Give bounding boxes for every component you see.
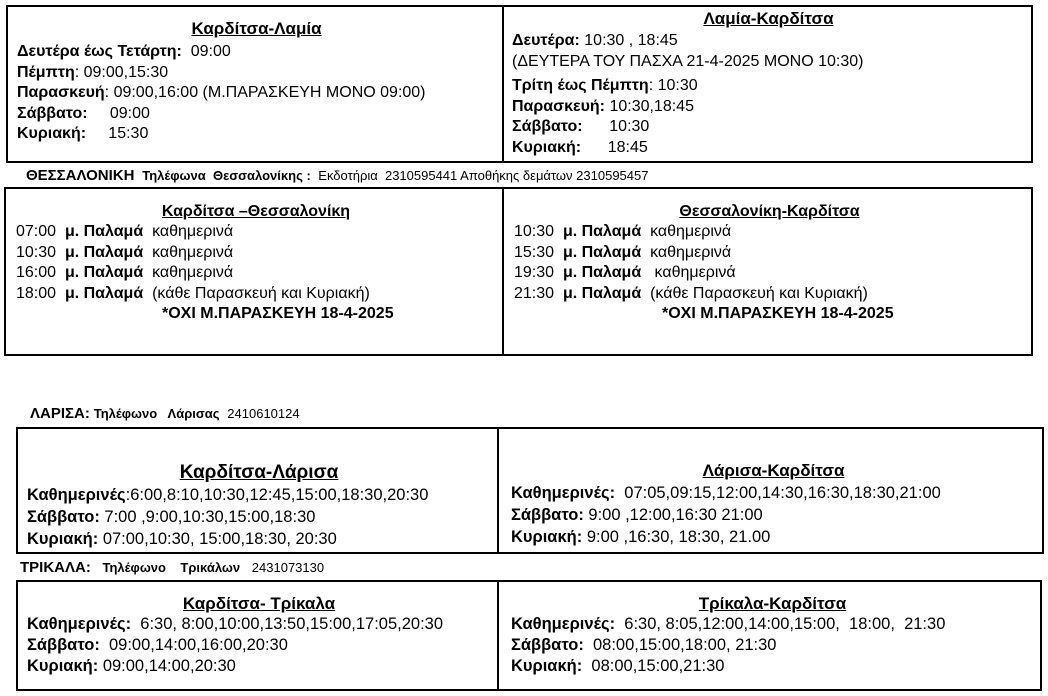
schedule-row: (ΔΕΥΤΕΡΑ ΤΟΥ ΠΑΣΧΑ 21-4-2025 ΜΟΝΟ 10:30) xyxy=(512,52,864,70)
schedule-row: 10:30 μ. Παλαμά καθημερινά xyxy=(514,223,732,240)
schedule-row: 07:00 μ. Παλαμά καθημερινά xyxy=(16,223,234,240)
schedule-row: 18:00 μ. Παλαμά (κάθε Παρασκευή και Κυριακή) xyxy=(16,284,370,302)
trikala-header: ΤΡΙΚΑΛΑ: Τηλέφωνο Τρικάλων 2431073130 xyxy=(20,559,325,576)
schedule-row: Παρασκευή: 09:00,16:00 (Μ.ΠΑΡΑΣΚΕΥΗ ΜΟΝΟ 09:00) xyxy=(17,84,426,101)
route-title: Λαμία-Καρδίτσα xyxy=(703,9,834,28)
schedule-row: Σάββατο: 09:00 xyxy=(17,104,150,122)
route-title: Καρδίτσα-Λαμία xyxy=(191,19,322,38)
lamia-karditsa-cell xyxy=(504,7,1031,161)
schedule-row: 10:30 μ. Παλαμά καθημερινά xyxy=(16,243,234,261)
schedule-row: Σάββατο: 10:30 xyxy=(512,118,650,135)
karditsa-lamia-cell xyxy=(8,7,504,161)
schedule-row: Σάββατο: 08:00,15:00,18:00, 21:30 xyxy=(511,636,777,654)
karditsa-trikala-cell xyxy=(18,582,499,689)
schedule-row: Κυριακή: 18:45 xyxy=(512,138,648,156)
route-title: Καρδίτσα- Τρίκαλα xyxy=(182,594,336,613)
lamia-schedule-box xyxy=(6,5,1033,163)
trikala-karditsa-cell xyxy=(499,582,1040,689)
karditsa-larisa-cell xyxy=(18,429,499,552)
schedule-row: Καθημερινές: 07:05,09:15,12:00,14:30,16:30,18:30,21:00 xyxy=(511,484,941,502)
schedule-note: *ΟΧΙ Μ.ΠΑΡΑΣΚΕΥΗ 18-4-2025 xyxy=(162,305,394,322)
route-title: Τρίκαλα-Καρδίτσα xyxy=(698,594,847,613)
schedule-row: Σάββατο: 9:00 ,12:00,16:30 21:00 xyxy=(511,506,763,524)
larisa-schedule-box xyxy=(16,427,1044,554)
schedule-row: 21:30 μ. Παλαμά (κάθε Παρασκευή και Κυριακή) xyxy=(514,284,868,302)
schedule-row: Κυριακή: 15:30 xyxy=(17,125,149,142)
schedule-row: Κυριακή: 9:00 ,16:30, 18:30, 21.00 xyxy=(511,528,771,546)
thessaloniki-schedule-box xyxy=(4,187,1033,356)
schedule-row: Δευτέρα: 10:30 , 18:45 xyxy=(512,32,678,49)
schedule-row: 16:00 μ. Παλαμά καθημερινά xyxy=(16,264,234,281)
route-title: Καρδίτσα-Λάρισα xyxy=(179,462,339,483)
schedule-row: Σάββατο: 7:00 ,9:00,10:30,15:00,18:30 xyxy=(27,508,316,526)
schedule-row: Παρασκευή: 10:30,18:45 xyxy=(512,97,694,115)
route-title: Λάρισα-Καρδίτσα xyxy=(702,461,845,480)
schedule-row: Καθημερινές:6:00,8:10,10:30,12:45,15:00,18:30,20:30 xyxy=(27,486,429,504)
schedule-row: Πέμπτη: 09:00,15:30 xyxy=(17,63,169,81)
schedule-row: Σάββατο: 09:00,14:00,16:00,20:30 xyxy=(27,636,288,654)
schedule-row: Κυριακή: 08:00,15:00,21:30 xyxy=(511,657,725,675)
trikala-schedule-box xyxy=(16,580,1042,691)
schedule-row: Καθημερινές: 6:30, 8:00,10:00,13:50,15:00,17:05,20:30 xyxy=(27,615,444,633)
karditsa-thessaloniki-cell xyxy=(6,189,504,354)
route-title: Θεσσαλονίκη-Καρδίτσα xyxy=(679,203,860,220)
schedule-row: 19:30 μ. Παλαμά καθημερινά xyxy=(514,264,736,281)
schedule-row: Δευτέρα έως Τετάρτη: 09:00 xyxy=(17,43,231,60)
schedule-row: Τρίτη έως Πέμπτη: 10:30 xyxy=(512,77,698,94)
schedule-row: Κυριακή: 07:00,10:30, 15:00,18:30, 20:30 xyxy=(27,530,337,548)
schedule-row: Καθημερινές: 6:30, 8:05,12:00,14:00,15:00, 18:00, 21:30 xyxy=(511,615,946,633)
larisa-header: ΛΑΡΙΣΑ: Τηλέφωνο Λάρισας 2410610124 xyxy=(30,405,300,422)
thessaloniki-karditsa-cell xyxy=(504,189,1031,354)
schedule-note: *ΟΧΙ Μ.ΠΑΡΑΣΚΕΥΗ 18-4-2025 xyxy=(662,305,894,322)
route-title: Καρδίτσα –Θεσσαλονίκη xyxy=(161,203,351,220)
schedule-row: Κυριακή: 09:00,14:00,20:30 xyxy=(27,657,236,675)
schedule-row: 15:30 μ. Παλαμά καθημερινά xyxy=(514,243,732,261)
thessaloniki-header: ΘΕΣΣΑΛΟΝΙΚΗ Τηλέφωνα Θεσσαλονίκης : Εκδοτήρια 2310595441 Αποθήκης δεμάτων 2310595457 xyxy=(26,167,649,184)
larisa-karditsa-cell xyxy=(499,429,1042,552)
